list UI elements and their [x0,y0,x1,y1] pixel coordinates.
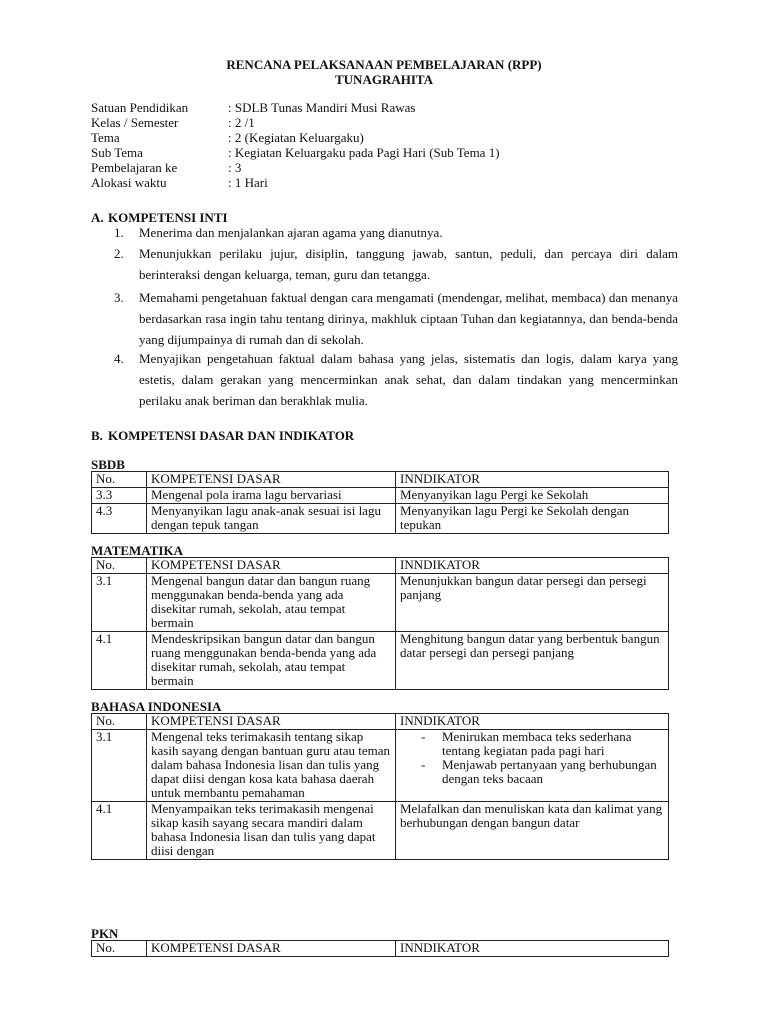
identity-label: Satuan Pendidikan [91,100,189,115]
table-row [92,574,669,632]
pkn-heading: PKN [91,926,119,941]
identity-label: Pembelajaran ke [91,160,178,175]
ki-number: 3. [114,290,124,305]
ki-text: Menunjukkan perilaku jujur, disiplin, tanggung jawab, santun, peduli, dan percaya diri dalam berinteraksi dengan keluarga, teman, guru dan tetangga. [139,246,678,282]
identity-label: Sub Tema [91,145,143,160]
cell-no: 3.1 [92,730,147,802]
cell-kd: Menyampaikan teks terimakasih mengenai sikap kasih sayang secara mandiri dalam bahasa Indonesia lisan dan tulis yang dapat diisi dengan [147,802,396,860]
cell-indikator: Menyanyikan lagu Pergi ke Sekolah [396,488,669,504]
identity-value: : 2 /1 [228,115,255,130]
document-title: RENCANA PELAKSANAAN PEMBELAJARAN (RPP) [226,57,542,72]
bahasa-indonesia-heading: BAHASA INDONESIA [91,699,222,714]
indikator-text: Menjawab pertanyaan yang berhubungan dengan teks bacaan [442,757,657,786]
ki-number: 1. [114,225,124,240]
identity-row [91,130,364,145]
header-indikator: INNDIKATOR [396,714,669,730]
ki-text: Memahami pengetahuan faktual dengan cara mengamati (mendengar, melihat, membaca) dan menanya berdasarkan rasa ingin tahu tentang dirinya, makhluk ciptaan Tuhan dan kegiatannya, dan benda-benda yang dijumpainya di rumah dan di sekolah. [139,290,678,347]
table-row [92,802,669,860]
header-kd: KOMPETENSI DASAR [147,714,396,730]
cell-kd: Mengenal pola irama lagu bervariasi [147,488,396,504]
matematika-table [91,557,669,690]
header-no: No. [92,941,147,957]
indikator-list-item [400,730,664,758]
indikator-text: Menirukan membaca teks sederhana tentang kegiatan pada pagi hari [442,729,632,758]
header-kd: KOMPETENSI DASAR [147,558,396,574]
ki-text: Menerima dan menjalankan ajaran agama yang dianutnya. [139,225,443,240]
table-header-row [92,558,669,574]
section-b-heading [91,428,354,443]
section-title: KOMPETENSI INTI [108,210,228,225]
cell-kd: Mengenal bangun datar dan bangun ruang menggunakan benda-benda yang ada disekitar rumah, sekolah, atau tempat bermain [147,574,396,632]
indikator-list-item [400,758,664,786]
header-kd: KOMPETENSI DASAR [147,941,396,957]
indikator-list [400,730,664,786]
table-row [92,488,669,504]
cell-no: 4.3 [92,504,147,534]
header-indikator: INNDIKATOR [396,941,669,957]
ki-item [114,287,678,350]
identity-row [91,100,415,115]
document-subtitle: TUNAGRAHITA [335,72,433,87]
cell-indikator: Menghitung bangun datar yang berbentuk bangun datar persegi dan persegi panjang [396,632,669,690]
ki-number: 4. [114,351,124,366]
identity-label: Alokasi waktu [91,175,167,190]
identity-value: : Kegiatan Keluargaku pada Pagi Hari (Sub Tema 1) [228,145,500,160]
identity-value: : 2 (Kegiatan Keluargaku) [228,130,364,145]
identity-row [91,115,255,130]
table-row [92,504,669,534]
sbdb-heading: SBDB [91,457,125,472]
pkn-table [91,940,669,957]
identity-row [91,145,500,160]
dash-bullet: - [421,757,426,772]
identity-label: Kelas / Semester [91,115,179,130]
ki-item [114,222,678,243]
identity-row [91,175,268,190]
identity-label: Tema [91,130,120,145]
identity-row [91,160,241,175]
cell-no: 3.3 [92,488,147,504]
cell-kd: Menyanyikan lagu anak-anak sesuai isi lagu dengan tepuk tangan [147,504,396,534]
ki-item [114,243,678,285]
header-no: No. [92,472,147,488]
section-letter: B. [91,428,103,443]
cell-no: 4.1 [92,802,147,860]
dash-bullet: - [421,729,426,744]
ki-number: 2. [114,246,124,261]
table-row [92,730,669,802]
bahasa-indonesia-table [91,713,669,860]
identity-value: : 3 [228,160,242,175]
header-indikator: INNDIKATOR [396,558,669,574]
cell-kd: Mendeskripsikan bangun datar dan bangun ruang menggunakan benda-benda yang ada disekitar rumah, sekolah, atau tempat bermain [147,632,396,690]
table-header-row [92,472,669,488]
cell-indikator: Menunjukkan bangun datar persegi dan persegi panjang [396,574,669,632]
ki-item [114,348,678,411]
cell-kd: Mengenal teks terimakasih tentang sikap kasih sayang dengan bantuan guru atau teman dalam bahasa Indonesia lisan dan tulis yang dapat diisi dengan kosa kata bahasa daerah untuk membantu pemahaman [147,730,396,802]
header-no: No. [92,714,147,730]
table-row [92,632,669,690]
cell-indikator: Menyanyikan lagu Pergi ke Sekolah dengan tepukan [396,504,669,534]
header-no: No. [92,558,147,574]
section-title: KOMPETENSI DASAR DAN INDIKATOR [108,428,355,443]
cell-indikator: Melafalkan dan menuliskan kata dan kalimat yang berhubungan dengan bangun datar [396,802,669,860]
cell-no: 3.1 [92,574,147,632]
header-kd: KOMPETENSI DASAR [147,472,396,488]
table-header-row [92,714,669,730]
matematika-heading: MATEMATIKA [91,543,183,558]
identity-value: : SDLB Tunas Mandiri Musi Rawas [228,100,416,115]
header-indikator: INNDIKATOR [396,472,669,488]
identity-value: : 1 Hari [228,175,268,190]
ki-text: Menyajikan pengetahuan faktual dalam bahasa yang jelas, sistematis dan logis, dalam karya yang estetis, dalam gerakan yang mencerminkan anak sehat, dan dalam tindakan yang mencerminkan perilaku anak beriman dan berakhlak mulia. [139,351,678,408]
cell-indikator [396,730,669,802]
section-letter: A. [91,210,104,225]
table-header-row [92,941,669,957]
cell-no: 4.1 [92,632,147,690]
sbdb-table [91,471,669,534]
